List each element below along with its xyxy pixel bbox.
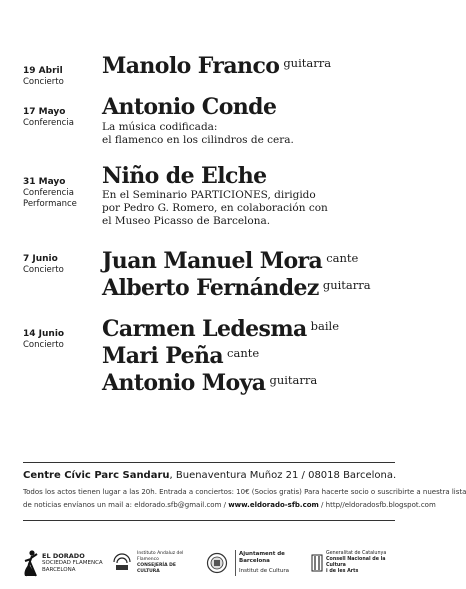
performer-line [102, 163, 267, 189]
logo-line: Consell Nacional de la Cultura [326, 557, 386, 568]
junta-andalucia-logo [111, 548, 133, 578]
performer-role: guitarra [322, 278, 371, 292]
logo-divider [235, 550, 236, 576]
performer-line [102, 53, 331, 79]
performer-name: Manolo Franco [102, 53, 280, 79]
event-date-block [23, 254, 64, 276]
logo-line: Institut de Cultura [239, 568, 289, 574]
event-type: Conferencia [23, 188, 74, 198]
contact-email: de noticias envíanos un mail a: eldorado.sfb@gmail.com / [23, 501, 229, 509]
logo-title: EL DORADO [42, 551, 85, 560]
event-type: Concierto [23, 265, 64, 275]
performer-line [102, 94, 276, 120]
footer-divider [23, 520, 395, 521]
junta-emblem-icon [112, 552, 132, 574]
performer-role: guitarra [283, 56, 332, 70]
description-line: el flamenco en los cilindros de cera. [102, 134, 294, 146]
event-description [102, 121, 294, 147]
event-type: Concierto [23, 77, 64, 87]
event-date-block [23, 177, 77, 209]
logo-line: SOCIEDAD FLAMENCA [42, 559, 103, 566]
seal-logo [205, 548, 229, 578]
event-type: Conferencia [23, 118, 74, 128]
logo-line: Instituto Andaluz del Flamenco [137, 551, 184, 562]
event-description [102, 189, 328, 228]
description-line: En el Seminario PARTICIONES, dirigido [102, 189, 316, 201]
performer-name: Juan Manuel Mora [102, 248, 323, 274]
event-date: 17 Mayo [23, 107, 66, 117]
logo-line: CONSEJERÍA DE CULTURA [137, 563, 176, 574]
performer-role: baile [310, 319, 340, 333]
performer-role: cante [326, 251, 359, 265]
andalucia-flamenco-logo [137, 548, 199, 578]
description-line: por Pedro G. Romero, en colaboración con [102, 202, 328, 214]
performer-name: Antonio Moya [102, 370, 266, 396]
ajuntament-logo [239, 548, 309, 578]
event-date-block [23, 329, 64, 351]
performer-name: Niño de Elche [102, 163, 267, 189]
description-line: el Museo Picasso de Barcelona. [102, 215, 271, 227]
performer-name: Antonio Conde [102, 94, 277, 120]
dancer-icon [23, 549, 39, 577]
logo-line: Ajuntament de Barcelona [239, 551, 285, 564]
info-text: Todos los actos tienen lugar a las 20h. Entrada a conciertos: 10€ (Socios gratis) Para hacerte socio o suscribirte a nuestra lista [23, 488, 466, 496]
generalitat-emblem-icon [311, 554, 323, 572]
logo-line: Generalitat de Catalunya [326, 551, 387, 556]
performer-line [102, 370, 317, 396]
website-link[interactable]: www.eldorado-sfb.com [228, 501, 319, 509]
event-date-block [23, 107, 74, 129]
sponsor-logos [23, 548, 395, 578]
event-type: Performance [23, 198, 77, 209]
venue-address: , Buenaventura Muñoz 21 / 08018 Barcelona. [169, 470, 397, 481]
event-date: 31 Mayo [23, 177, 66, 187]
venue-name: Centre Cívic Parc Sandaru [23, 470, 170, 481]
generalitat-logo [311, 548, 395, 578]
logo-line: BARCELONA [42, 566, 76, 573]
event-date: 19 Abril [23, 66, 63, 76]
footer-divider [23, 462, 395, 463]
event-date: 7 Junio [23, 254, 58, 264]
performer-line [102, 275, 371, 301]
performer-name: Carmen Ledesma [102, 316, 307, 342]
description-line: La música codificada: [102, 121, 218, 133]
eldorado-logo [23, 548, 103, 578]
performer-name: Mari Peña [102, 343, 224, 369]
performer-line [102, 316, 339, 342]
blog-link[interactable]: / http//eldoradosfb.blogspot.com [318, 501, 436, 509]
logo-line: i de les Arts [326, 569, 359, 574]
performer-name: Alberto Fernández [102, 275, 319, 301]
contact-line [23, 500, 436, 511]
circular-seal-icon [206, 552, 228, 574]
performer-line [102, 343, 259, 369]
event-type: Concierto [23, 340, 64, 350]
performer-role: guitarra [269, 373, 318, 387]
performer-line [102, 248, 358, 274]
event-date-block [23, 66, 64, 88]
performer-role: cante [227, 346, 260, 360]
event-date: 14 Junio [23, 329, 65, 339]
venue-line [23, 470, 396, 481]
